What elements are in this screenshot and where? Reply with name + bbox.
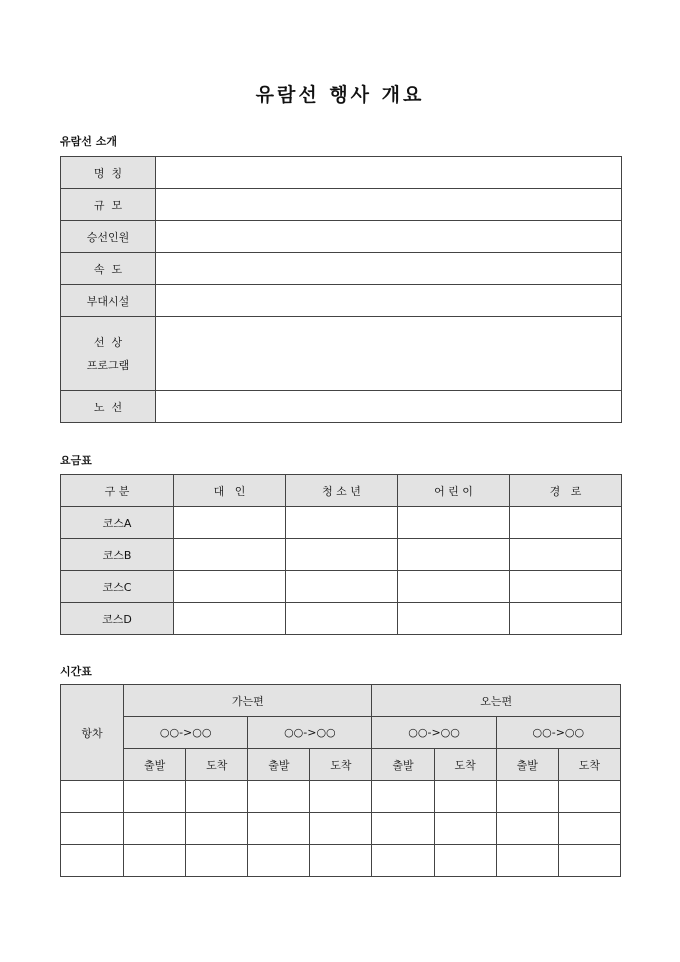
- schedule-cell[interactable]: [124, 813, 186, 845]
- fare-header-category: 구 분: [61, 475, 174, 507]
- trip-label: 항차: [61, 685, 124, 781]
- fare-cell[interactable]: [286, 539, 398, 571]
- fare-cell[interactable]: [286, 571, 398, 603]
- schedule-table: [60, 684, 621, 877]
- schedule-cell[interactable]: [124, 781, 186, 813]
- intro-section-title: 유람선 소개: [60, 135, 117, 148]
- table-row: [61, 221, 622, 253]
- schedule-cell[interactable]: [496, 781, 558, 813]
- intro-table: [60, 156, 622, 423]
- value-name[interactable]: [156, 157, 622, 189]
- table-header-row: [61, 685, 621, 717]
- onboard-label-line2: 프로그램: [86, 358, 130, 372]
- fare-cell[interactable]: [174, 571, 286, 603]
- schedule-cell[interactable]: [248, 813, 310, 845]
- fare-section-title: 요금표: [60, 454, 92, 467]
- depart-header: 출발: [124, 749, 186, 781]
- table-row: [61, 781, 621, 813]
- table-row: [61, 571, 622, 603]
- schedule-cell[interactable]: [434, 781, 496, 813]
- fare-header-child: 어 린 이: [398, 475, 510, 507]
- value-speed[interactable]: [156, 253, 622, 285]
- depart-header: 출발: [496, 749, 558, 781]
- schedule-cell[interactable]: [310, 845, 372, 877]
- fare-table: [60, 474, 622, 635]
- depart-header: 출발: [372, 749, 434, 781]
- table-row: [61, 603, 622, 635]
- value-facilities[interactable]: [156, 285, 622, 317]
- depart-header: 출발: [248, 749, 310, 781]
- schedule-cell[interactable]: [558, 845, 620, 877]
- fare-cell[interactable]: [286, 507, 398, 539]
- schedule-cell[interactable]: [434, 845, 496, 877]
- table-header-row: [61, 749, 621, 781]
- table-row: [61, 157, 622, 189]
- schedule-cell[interactable]: [124, 845, 186, 877]
- schedule-cell[interactable]: [496, 813, 558, 845]
- schedule-cell[interactable]: [61, 813, 124, 845]
- return-header: 오는편: [372, 685, 621, 717]
- schedule-cell[interactable]: [558, 781, 620, 813]
- route-header: ○○->○○: [496, 717, 620, 749]
- schedule-cell[interactable]: [372, 781, 434, 813]
- route-header: ○○->○○: [372, 717, 496, 749]
- schedule-cell[interactable]: [186, 781, 248, 813]
- row-label-route: 노 선: [61, 391, 156, 423]
- fare-header-adult: 대 인: [174, 475, 286, 507]
- schedule-cell[interactable]: [310, 813, 372, 845]
- course-label: 코스D: [61, 603, 174, 635]
- fare-cell[interactable]: [398, 603, 510, 635]
- fare-cell[interactable]: [510, 507, 622, 539]
- table-header-row: [61, 475, 622, 507]
- row-label-facilities: 부대시설: [61, 285, 156, 317]
- value-route[interactable]: [156, 391, 622, 423]
- route-header: ○○->○○: [124, 717, 248, 749]
- fare-cell[interactable]: [398, 539, 510, 571]
- fare-cell[interactable]: [398, 507, 510, 539]
- table-header-row: [61, 717, 621, 749]
- table-row: [61, 845, 621, 877]
- schedule-cell[interactable]: [61, 781, 124, 813]
- schedule-cell[interactable]: [61, 845, 124, 877]
- table-row: [61, 317, 622, 391]
- table-row: [61, 189, 622, 221]
- schedule-cell[interactable]: [310, 781, 372, 813]
- schedule-cell[interactable]: [372, 813, 434, 845]
- value-onboard-program[interactable]: [156, 317, 622, 391]
- row-label-scale: 규 모: [61, 189, 156, 221]
- schedule-cell[interactable]: [558, 813, 620, 845]
- fare-cell[interactable]: [174, 507, 286, 539]
- route-header: ○○->○○: [248, 717, 372, 749]
- outbound-header: 가는편: [124, 685, 372, 717]
- fare-cell[interactable]: [174, 539, 286, 571]
- fare-cell[interactable]: [510, 539, 622, 571]
- table-row: [61, 285, 622, 317]
- row-label-capacity: 승선인원: [61, 221, 156, 253]
- schedule-cell[interactable]: [248, 845, 310, 877]
- onboard-label-line1: 선 상: [93, 335, 123, 349]
- value-capacity[interactable]: [156, 221, 622, 253]
- arrive-header: 도착: [186, 749, 248, 781]
- fare-cell[interactable]: [510, 571, 622, 603]
- schedule-cell[interactable]: [372, 845, 434, 877]
- schedule-cell[interactable]: [496, 845, 558, 877]
- table-row: [61, 813, 621, 845]
- schedule-cell[interactable]: [434, 813, 496, 845]
- row-label-speed: 속 도: [61, 253, 156, 285]
- arrive-header: 도착: [310, 749, 372, 781]
- schedule-cell[interactable]: [248, 781, 310, 813]
- fare-header-youth: 청 소 년: [286, 475, 398, 507]
- fare-cell[interactable]: [174, 603, 286, 635]
- arrive-header: 도착: [558, 749, 620, 781]
- table-row: [61, 507, 622, 539]
- arrive-header: 도착: [434, 749, 496, 781]
- schedule-cell[interactable]: [186, 813, 248, 845]
- course-label: 코스B: [61, 539, 174, 571]
- table-row: [61, 391, 622, 423]
- value-scale[interactable]: [156, 189, 622, 221]
- fare-cell[interactable]: [510, 603, 622, 635]
- row-label-onboard-program: [61, 317, 156, 391]
- fare-cell[interactable]: [286, 603, 398, 635]
- table-row: [61, 253, 622, 285]
- schedule-cell[interactable]: [186, 845, 248, 877]
- fare-cell[interactable]: [398, 571, 510, 603]
- fare-header-senior: 경 로: [510, 475, 622, 507]
- table-row: [61, 539, 622, 571]
- course-label: 코스A: [61, 507, 174, 539]
- course-label: 코스C: [61, 571, 174, 603]
- row-label-name: 명 칭: [61, 157, 156, 189]
- page-title: 유람선 행사 개요: [255, 84, 425, 106]
- schedule-section-title: 시간표: [60, 665, 92, 678]
